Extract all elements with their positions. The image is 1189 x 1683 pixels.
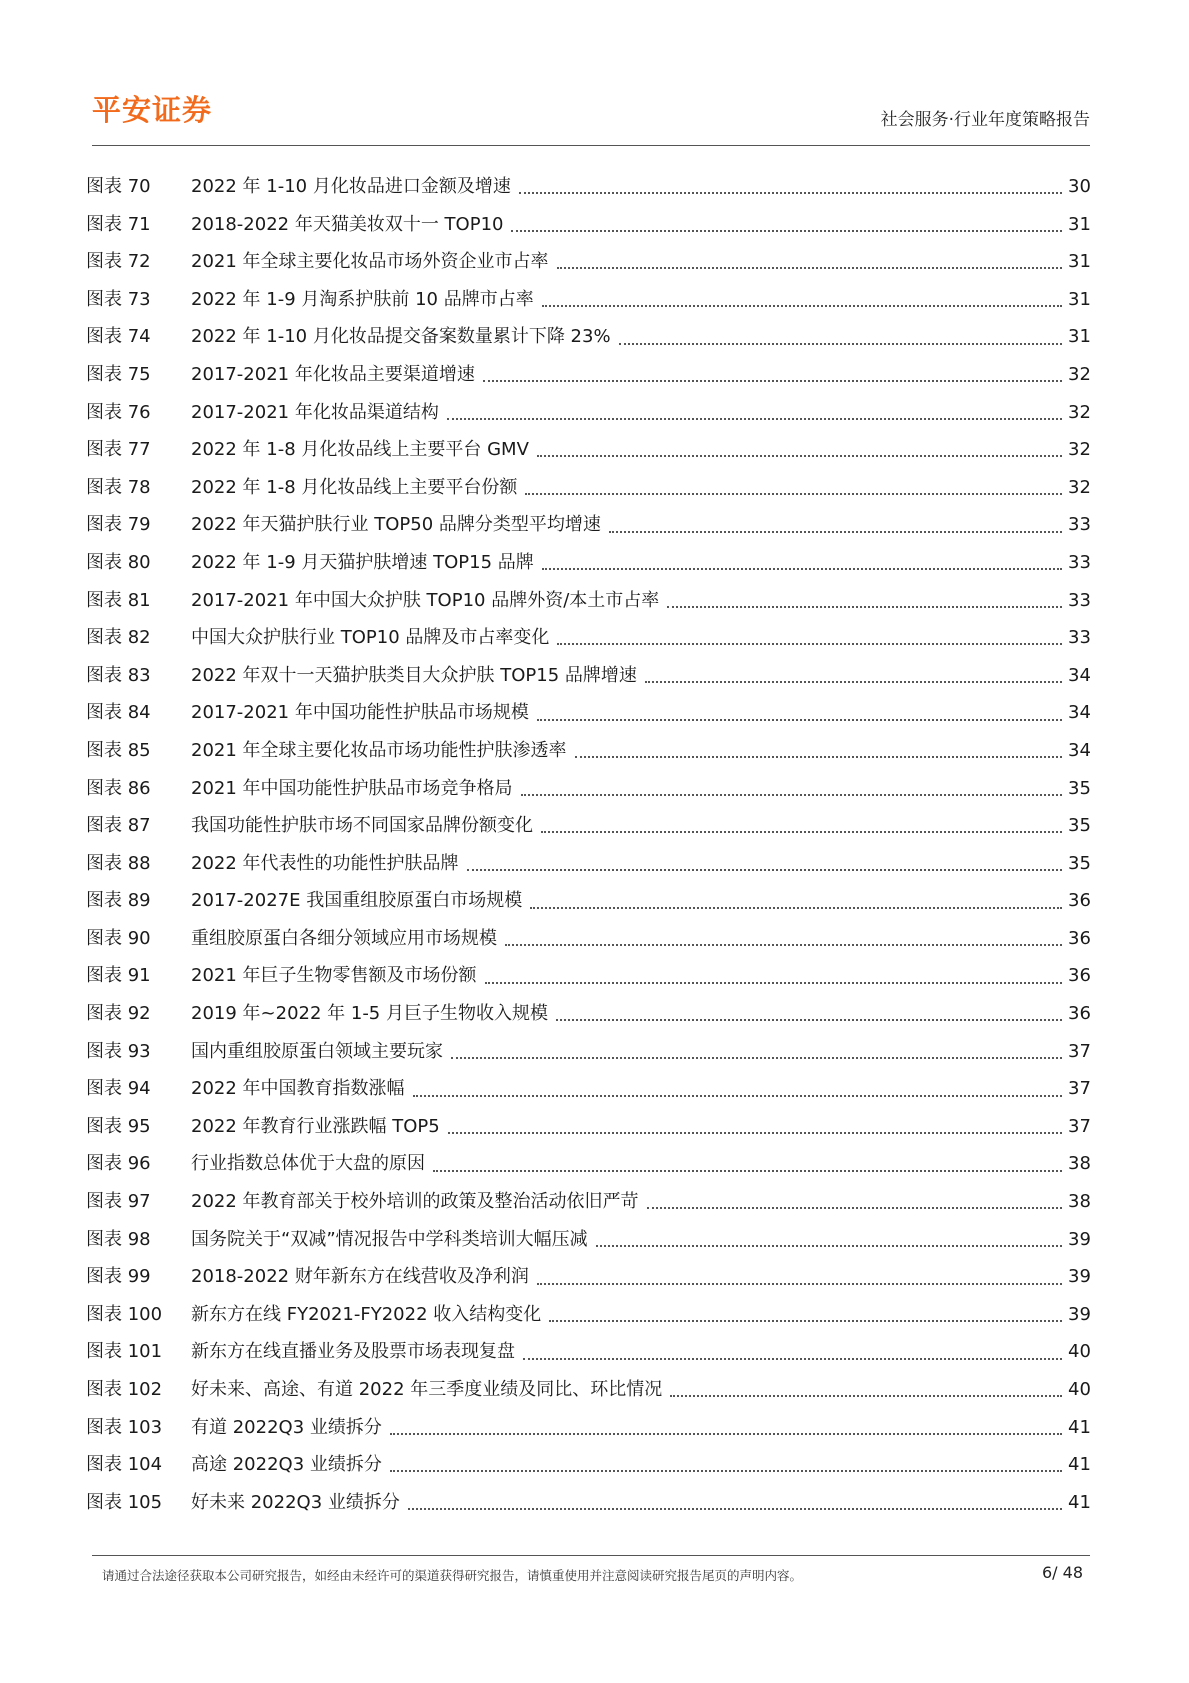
toc-entry-label: 图表 105 (86, 1491, 163, 1513)
toc-entry-page: 31 (1068, 326, 1091, 348)
toc-entry-label: 图表 101 (86, 1341, 163, 1363)
toc-entry-page: 38 (1068, 1191, 1091, 1213)
toc-dot-leader (467, 868, 1062, 871)
toc-entry-title: 新东方在线直播业务及股票市场表现复盘 (191, 1341, 515, 1363)
toc-entry-label: 图表 86 (86, 777, 151, 799)
page-number: 6/ 48 (1041, 1563, 1083, 1582)
toc-entry-page: 40 (1068, 1341, 1091, 1363)
toc-entry-label: 图表 80 (86, 551, 151, 573)
toc-entry[interactable] (86, 1108, 1090, 1146)
toc-entry-label: 图表 93 (86, 1040, 151, 1062)
toc-entry-label: 图表 102 (86, 1379, 163, 1400)
toc-entry-page: 33 (1068, 514, 1091, 536)
toc-entry-label: 图表 81 (86, 589, 151, 611)
toc-entry-title: 2022 年 1-10 月化妆品提交备案数量累计下降 23% (191, 326, 611, 348)
toc-entry-page: 37 (1068, 1078, 1091, 1100)
toc-dot-leader (619, 342, 1062, 345)
toc-entry[interactable] (86, 1409, 1090, 1447)
toc-entry[interactable] (86, 1446, 1090, 1484)
toc-dot-leader (541, 830, 1062, 833)
toc-entry[interactable] (86, 694, 1090, 732)
toc-dot-leader (549, 1319, 1062, 1322)
toc-entry-label: 图表 90 (86, 927, 151, 949)
toc-entry[interactable] (86, 732, 1090, 770)
toc-entry-page: 34 (1068, 702, 1091, 724)
toc-entry-page: 33 (1068, 589, 1091, 611)
toc-entry[interactable] (86, 770, 1090, 808)
toc-entry[interactable] (86, 544, 1090, 582)
toc-dot-leader (483, 379, 1062, 382)
toc-dot-leader (519, 191, 1062, 194)
toc-entry-title: 2022 年教育部关于校外培训的政策及整治活动依旧严苛 (191, 1191, 639, 1213)
toc-entry[interactable] (86, 920, 1090, 958)
toc-entry-label: 图表 85 (86, 739, 151, 761)
toc-entry-page: 39 (1068, 1303, 1091, 1325)
toc-entry-page: 34 (1068, 739, 1091, 761)
report-type-label: 社会服务·行业年度策略报告 (880, 110, 1090, 130)
toc-dot-leader (390, 1432, 1062, 1435)
toc-dot-leader (575, 755, 1062, 758)
toc-entry[interactable] (86, 657, 1090, 695)
toc-entry-label: 图表 82 (86, 627, 151, 649)
toc-dot-leader (556, 1018, 1062, 1021)
toc-dot-leader (537, 454, 1062, 457)
toc-entry-page: 36 (1068, 890, 1091, 912)
toc-entry-label: 图表 84 (86, 702, 151, 724)
toc-entry-label: 图表 99 (86, 1266, 151, 1288)
toc-entry-label: 图表 104 (86, 1454, 163, 1476)
toc-entry-title: 2021 年全球主要化妆品市场功能性护肤渗透率 (191, 739, 567, 761)
toc-entry-label: 图表 76 (86, 401, 151, 423)
toc-entry[interactable] (86, 807, 1090, 845)
toc-entry[interactable] (86, 619, 1090, 657)
toc-entry-label: 图表 72 (86, 251, 151, 273)
toc-entry-page: 33 (1068, 627, 1091, 649)
toc-dot-leader (521, 793, 1062, 796)
toc-entry[interactable] (86, 431, 1090, 469)
toc-entry-title: 2017-2021 年化妆品渠道结构 (191, 401, 439, 423)
toc-dot-leader (542, 567, 1062, 570)
toc-entry[interactable] (86, 995, 1090, 1033)
toc-entry-page: 39 (1068, 1266, 1091, 1288)
toc-entry-label: 图表 91 (86, 965, 151, 987)
toc-entry-title: 新东方在线 FY2021-FY2022 收入结构变化 (191, 1303, 542, 1325)
toc-dot-leader (667, 605, 1062, 608)
toc-entry-title: 2022 年 1-9 月淘系护肤前 10 品牌市占率 (191, 288, 534, 310)
toc-entry-label: 图表 103 (86, 1416, 163, 1438)
toc-entry[interactable] (86, 1371, 1090, 1409)
company-logo: 平安证券 (92, 93, 213, 127)
toc-dot-leader (670, 1394, 1062, 1397)
toc-entry[interactable] (86, 206, 1090, 244)
toc-entry-label: 图表 79 (86, 514, 151, 536)
toc-entry-page: 31 (1068, 213, 1091, 235)
toc-entry[interactable] (86, 1296, 1090, 1334)
toc-entry-title: 2021 年中国功能性护肤品市场竞争格局 (191, 777, 513, 799)
toc-entry-title: 2019 年~2022 年 1-5 月巨子生物收入规模 (191, 1003, 548, 1025)
toc-entry-page: 41 (1068, 1416, 1091, 1438)
toc-entry-page: 37 (1068, 1040, 1091, 1062)
toc-dot-leader (413, 1094, 1062, 1097)
toc-entry-label: 图表 70 (86, 176, 151, 197)
toc-entry-page: 41 (1068, 1491, 1091, 1513)
toc-entry[interactable] (86, 506, 1090, 544)
toc-entry-label: 图表 97 (86, 1191, 151, 1213)
toc-dot-leader (451, 1056, 1062, 1059)
toc-entry-title: 重组胶原蛋白各细分领域应用市场规模 (191, 927, 497, 949)
toc-entry-title: 2022 年 1-8 月化妆品线上主要平台份额 (191, 476, 518, 498)
toc-entry-title: 2022 年双十一天猫护肤类目大众护肤 TOP15 品牌增速 (191, 664, 637, 686)
toc-entry-page: 41 (1068, 1454, 1091, 1476)
toc-entry[interactable] (86, 394, 1090, 432)
toc-entry-page: 30 (1068, 176, 1091, 197)
toc-entry-page: 38 (1068, 1153, 1091, 1175)
toc-entry-label: 图表 78 (86, 476, 151, 498)
toc-entry[interactable] (86, 882, 1090, 920)
toc-entry-title: 2022 年 1-10 月化妆品进口金额及增速 (191, 176, 511, 197)
toc-entry[interactable] (86, 1033, 1090, 1071)
footer-divider (92, 1555, 1090, 1556)
toc-entry-title: 高途 2022Q3 业绩拆分 (191, 1454, 382, 1476)
toc-entry-page: 36 (1068, 965, 1091, 987)
toc-entry-page: 35 (1068, 815, 1091, 837)
toc-dot-leader (557, 266, 1062, 269)
toc-entry-label: 图表 88 (86, 852, 151, 874)
toc-entry-label: 图表 73 (86, 288, 151, 310)
toc-entry[interactable] (86, 582, 1090, 620)
toc-dot-leader (433, 1169, 1062, 1172)
toc-entry-label: 图表 75 (86, 363, 151, 385)
toc-entry[interactable] (86, 168, 1090, 206)
toc-entry[interactable] (86, 318, 1090, 356)
toc-entry-title: 2021 年巨子生物零售额及市场份额 (191, 965, 477, 987)
toc-entry-label: 图表 96 (86, 1153, 151, 1175)
toc-dot-leader (485, 981, 1062, 984)
toc-dot-leader (645, 680, 1062, 683)
toc-entry-page: 35 (1068, 852, 1091, 874)
toc-dot-leader (609, 530, 1062, 533)
toc-entry-title: 中国大众护肤行业 TOP10 品牌及市占率变化 (191, 627, 550, 649)
toc-entry-title: 2021 年全球主要化妆品市场外资企业市占率 (191, 251, 549, 273)
toc-entry[interactable] (86, 1258, 1090, 1296)
toc-entry-title: 2022 年 1-9 月天猫护肤增速 TOP15 品牌 (191, 551, 534, 573)
toc-entry[interactable] (86, 957, 1090, 995)
toc-entry-page: 36 (1068, 927, 1091, 949)
toc-entry-title: 2022 年天猫护肤行业 TOP50 品牌分类型平均增速 (191, 514, 601, 536)
toc-entry[interactable] (86, 1484, 1090, 1522)
toc-entry-label: 图表 98 (86, 1228, 151, 1250)
toc-entry-page: 34 (1068, 664, 1091, 686)
toc-entry-title: 2022 年代表性的功能性护肤品牌 (191, 852, 459, 874)
toc-entry-page: 32 (1068, 363, 1091, 385)
toc-entry-label: 图表 94 (86, 1078, 151, 1100)
toc-dot-leader (511, 229, 1062, 232)
toc-entry-page: 32 (1068, 401, 1091, 423)
toc-entry[interactable] (86, 243, 1090, 281)
toc-entry-page: 32 (1068, 439, 1091, 461)
toc-dot-leader (542, 304, 1062, 307)
toc-entry-title: 好未来、高途、有道 2022 年三季度业绩及同比、环比情况 (191, 1379, 663, 1400)
toc-dot-leader (647, 1206, 1062, 1209)
toc-dot-leader (537, 718, 1062, 721)
header-divider (92, 145, 1090, 146)
toc-entry-label: 图表 77 (86, 439, 151, 461)
toc-dot-leader (390, 1469, 1062, 1472)
toc-entry-label: 图表 89 (86, 890, 151, 912)
toc-entry-page: 31 (1068, 288, 1091, 310)
toc-entry-title: 行业指数总体优于大盘的原因 (191, 1153, 425, 1175)
toc-entry-title: 我国功能性护肤市场不同国家品牌份额变化 (191, 815, 533, 837)
toc-dot-leader (523, 1357, 1062, 1360)
toc-entry-title: 2022 年 1-8 月化妆品线上主要平台 GMV (191, 439, 529, 461)
toc-entry-label: 图表 100 (86, 1303, 163, 1325)
toc-entry-label: 图表 83 (86, 664, 151, 686)
toc-dot-leader (557, 642, 1062, 645)
toc-entry-title: 2022 年教育行业涨跌幅 TOP5 (191, 1115, 440, 1137)
toc-entry-title: 2017-2027E 我国重组胶原蛋白市场规模 (191, 890, 523, 912)
toc-entry-title: 有道 2022Q3 业绩拆分 (191, 1416, 382, 1438)
toc-dot-leader (448, 1131, 1062, 1134)
toc-dot-leader (447, 417, 1062, 420)
toc-entry[interactable] (86, 1145, 1090, 1183)
toc-entry-page: 39 (1068, 1228, 1091, 1250)
toc-entry-title: 好未来 2022Q3 业绩拆分 (191, 1491, 400, 1513)
toc-entry-page: 35 (1068, 777, 1091, 799)
toc-entry-page: 33 (1068, 551, 1091, 573)
toc-dot-leader (408, 1507, 1062, 1510)
toc-entry-label: 图表 95 (86, 1115, 151, 1137)
toc-entry[interactable] (86, 1183, 1090, 1221)
toc-entry[interactable] (86, 845, 1090, 883)
toc-entry-title: 2017-2021 年中国大众护肤 TOP10 品牌外资/本土市占率 (191, 589, 660, 611)
toc-dot-leader (537, 1282, 1062, 1285)
toc-entry-title: 2017-2021 年中国功能性护肤品市场规模 (191, 702, 529, 724)
toc-entry-title: 2018-2022 年天猫美妆双十一 TOP10 (191, 213, 504, 235)
toc-entry-label: 图表 71 (86, 213, 151, 235)
toc-entry[interactable] (86, 1333, 1090, 1371)
toc-entry[interactable] (86, 281, 1090, 319)
toc-entry[interactable] (86, 469, 1090, 507)
toc-entry[interactable] (86, 1221, 1090, 1259)
toc-entry-page: 36 (1068, 1003, 1091, 1025)
toc-entry-title: 2022 年中国教育指数涨幅 (191, 1078, 405, 1100)
toc-entry-label: 图表 74 (86, 326, 151, 348)
toc-entry-page: 31 (1068, 251, 1091, 273)
toc-entry-title: 国务院关于“双减”情况报告中学科类培训大幅压减 (191, 1228, 588, 1250)
toc-dot-leader (505, 943, 1062, 946)
toc-entry-label: 图表 87 (86, 815, 151, 837)
toc-dot-leader (530, 906, 1062, 909)
toc-dot-leader (525, 492, 1062, 495)
toc-entry-title: 国内重组胶原蛋白领域主要玩家 (191, 1040, 443, 1062)
toc-entry-label: 图表 92 (86, 1003, 151, 1025)
table-of-figures (86, 168, 1090, 1521)
toc-entry[interactable] (86, 1070, 1090, 1108)
toc-entry[interactable] (86, 356, 1090, 394)
toc-dot-leader (596, 1244, 1062, 1247)
footer-disclaimer: 请通过合法途径获取本公司研究报告，如经由未经许可的渠道获得研究报告，请慎重使用并注意阅读研究报告尾页的声明内容。 (102, 1568, 803, 1583)
toc-entry-title: 2017-2021 年化妆品主要渠道增速 (191, 363, 475, 385)
toc-entry-page: 40 (1068, 1379, 1091, 1400)
toc-entry-page: 37 (1068, 1115, 1091, 1137)
toc-entry-title: 2018-2022 财年新东方在线营收及净利润 (191, 1266, 529, 1288)
toc-entry-page: 32 (1068, 476, 1091, 498)
